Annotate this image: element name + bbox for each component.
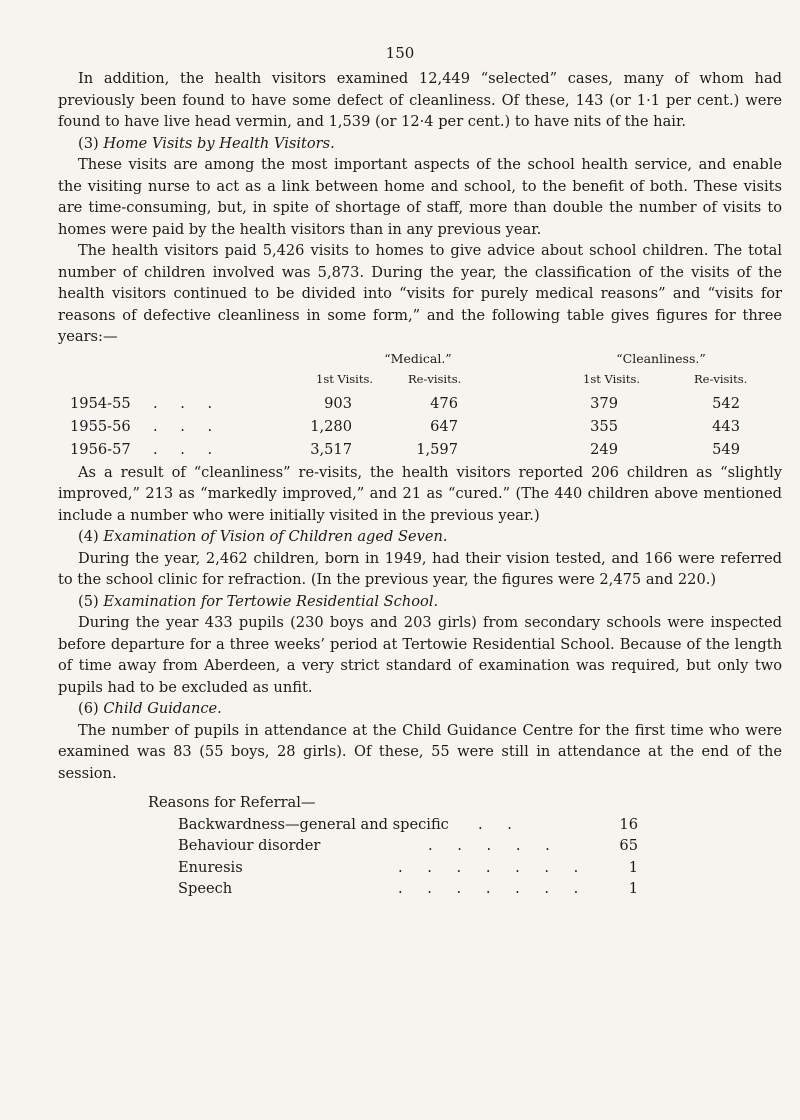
section-5-number: (5)	[78, 592, 99, 610]
section-5-title: Examination for Tertowie Residential School.	[103, 592, 439, 610]
intro-paragraph: In addition, the health visitors examined 12,449 “selected” cases, many of whom had previously been found to have some defect of cleanliness. Of these, 143 (or 1·1 per cent.) were found to have live head vermin, and 1,539 (or 12·4 per cent.) to have nits of the hair.	[58, 70, 782, 130]
result-paragraph: As a result of “cleanliness” re-visits, the health visitors reported 206 children as “slightly improved,” 213 as “markedly improved,” and 21 as “cured.” (The 440 children above mentioned include a number who were initially visited in the previous year.)	[58, 463, 782, 524]
referral-leader-dots: . . . . .	[428, 837, 560, 854]
table-subheader: 1st Visits.	[316, 371, 374, 386]
referral-count: 16	[619, 815, 638, 833]
referral-label: Speech	[178, 880, 233, 897]
section-4-title: Examination of Vision of Children aged Seven.	[103, 528, 448, 545]
referral-count: 1	[628, 858, 638, 876]
row-year: 1954-55	[70, 394, 131, 412]
section-3-number: (3)	[78, 134, 99, 152]
table-row	[58, 393, 782, 415]
section-3-paragraph-2: The health visitors paid 5,426 visits to homes to give advice about school children. The total number of children involved was 5,873. During the year, the classification of the visits of the health visitors continued to be divided into “visits for purely medical reasons” and “visits for reasons of defective cleanliness in some form,” and the following table gives figures for three years:—	[58, 242, 782, 345]
row-year: 1956-57	[70, 440, 131, 458]
cell-medical-revisit: 647	[430, 417, 458, 435]
cell-medical-first: 3,517	[310, 440, 352, 458]
cell-medical-revisit: 1,597	[416, 440, 458, 458]
row-leader-dots: . . .	[153, 394, 222, 412]
cell-medical-revisit: 476	[430, 394, 458, 412]
cell-cleanliness-first: 355	[590, 417, 618, 435]
cell-cleanliness-revisit: 542	[712, 394, 740, 412]
section-6-paragraph: The number of pupils in attendance at the Child Guidance Centre for the first time who were examined was 83 (55 boys, 28 girls). Of these, 55 were still in attendance at the end of the session.	[58, 721, 782, 782]
referral-item	[58, 835, 782, 857]
section-6-heading	[58, 698, 782, 720]
cell-medical-first: 1,280	[310, 417, 352, 435]
referral-item	[58, 814, 782, 836]
section-5-paragraph: During the year 433 pupils (230 boys and 203 girls) from secondary schools were inspected before departure for a three weeks’ period at Tertowie Residential School. Because of the length of time away from Aberdeen, a very strict standard of examination was required, but only two pupils had to be excluded as unfit.	[58, 614, 782, 696]
table-subheader: Re-visits.	[408, 371, 462, 386]
table-row	[58, 439, 782, 461]
cell-cleanliness-first: 379	[590, 394, 618, 412]
page-number: 150	[385, 44, 415, 62]
table-subheader: Re-visits.	[694, 371, 748, 386]
cell-cleanliness-revisit: 443	[712, 417, 740, 435]
referral-leader-dots: . . . . . . .	[398, 880, 589, 897]
section-4-heading	[58, 526, 782, 548]
section-6-number: (6)	[78, 700, 99, 717]
referral-leader-dots: . . . . . . .	[398, 858, 589, 876]
referral-item	[58, 878, 782, 900]
row-year: 1955-56	[70, 417, 131, 435]
section-5-heading	[58, 591, 782, 613]
page-body	[58, 68, 782, 900]
cell-cleanliness-first: 249	[590, 440, 618, 458]
referral-item	[58, 857, 782, 879]
row-leader-dots: . . .	[153, 440, 222, 458]
table-subheader: 1st Visits.	[583, 371, 641, 386]
cell-cleanliness-revisit: 549	[712, 440, 740, 458]
section-6-title: Child Guidance.	[103, 700, 222, 717]
referral-count: 1	[628, 880, 638, 897]
referral-label: Enuresis	[178, 858, 243, 876]
table-group-medical: “Medical.”	[384, 350, 452, 366]
section-4-number: (4)	[78, 528, 99, 545]
cell-medical-first: 903	[324, 394, 352, 412]
table-group-cleanliness: “Cleanliness.”	[616, 350, 706, 366]
table-row	[58, 416, 782, 438]
referral-title: Reasons for Referral—	[148, 794, 316, 811]
section-3-heading	[58, 133, 782, 155]
referral-label: Backwardness—general and specific	[178, 815, 449, 833]
referral-leader-dots: . .	[478, 815, 522, 833]
section-4-paragraph: During the year, 2,462 children, born in 1949, had their vision tested, and 166 were referred to the school clinic for refraction. (In the previous year, the figures were 2,475 and 220.)	[58, 549, 782, 588]
visits-table	[58, 348, 782, 480]
row-leader-dots: . . .	[153, 417, 222, 435]
section-3-paragraph-1: These visits are among the most important aspects of the school health service, and enable the visiting nurse to act as a link between home and school, to the benefit of both. These visits are time-consuming, but, in spite of shortage of staff, more than double the number of visits to homes were paid by the health visitors than in any previous year.	[58, 156, 782, 238]
referral-count: 65	[619, 837, 638, 854]
section-3-title: Home Visits by Health Visitors.	[103, 134, 335, 152]
referral-label: Behaviour disorder	[178, 837, 321, 854]
